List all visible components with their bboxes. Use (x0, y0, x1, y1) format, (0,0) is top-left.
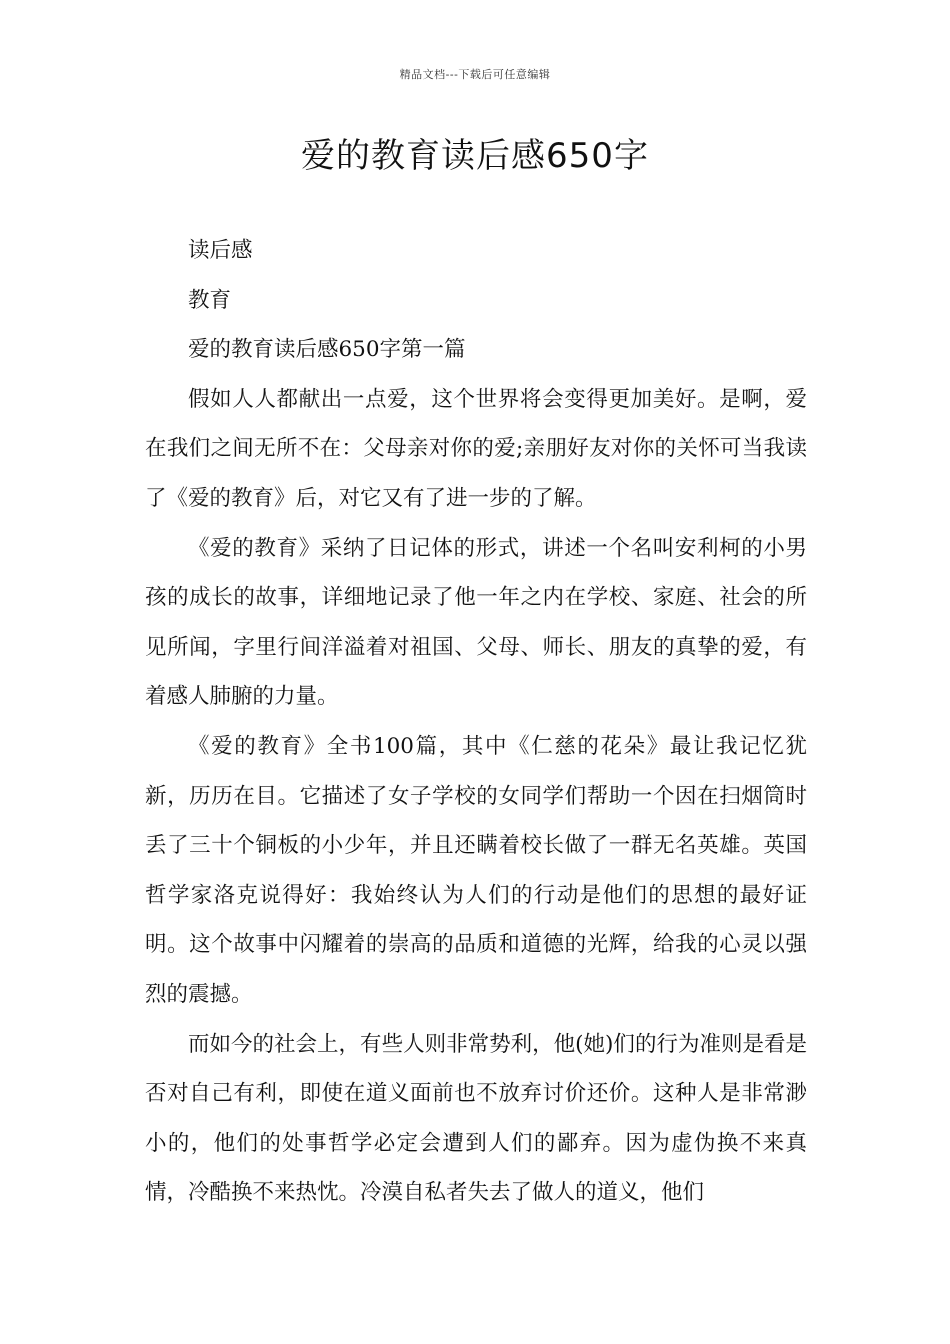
paragraph-keyword-2: 教育 (188, 287, 232, 313)
paragraph-keyword-1: 读后感 (188, 238, 253, 263)
paragraph: 假如人人都献出一点爱，这个世界将会变得更加美好。是啊，爱在我们之间无所不在：父母亲对你的爱;亲朋好友对你的关怀可当我读了《爱的教育》后，对它又有了进一步的了解。 (145, 386, 807, 511)
paragraph: 《爱的教育》全书100篇，其中《仁慈的花朵》最让我记忆犹新，历历在目。它描述了女子学校的女同学们帮助一个因在扫烟筒时丢了三十个铜板的小少年，并且还瞒着校长做了一群无名英雄。英国哲学家洛克说得好：我始终认为人们的行动是他们的思想的最好证明。这个故事中闪耀着的崇高的品质和道德的光辉，给我的心灵以强烈的震撼。 (145, 733, 807, 1007)
paragraph: 而如今的社会上，有些人则非常势利，他(她)们的行为准则是看是否对自己有利，即使在道义面前也不放弃讨价还价。这种人是非常渺小的，他们的处事哲学必定会遭到人们的鄙弃。因为虚伪换不来真情，冷酷换不来热忱。冷漠自私者失去了做人的道义，他们 (145, 1031, 807, 1206)
document-body (145, 226, 807, 1218)
paragraph: 《爱的教育》采纳了日记体的形式，讲述一个名叫安利柯的小男孩的成长的故事，详细地记录了他一年之内在学校、家庭、社会的所见所闻，字里行间洋溢着对祖国、父母、师长、朋友的真挚的爱，有着感人肺腑的力量。 (145, 535, 807, 710)
section-heading: 爱的教育读后感650字第一篇 (188, 337, 466, 363)
document-title: 爱的教育读后感650字 (301, 136, 649, 176)
header-note: 精品文档---下载后可任意编辑 (399, 68, 551, 81)
